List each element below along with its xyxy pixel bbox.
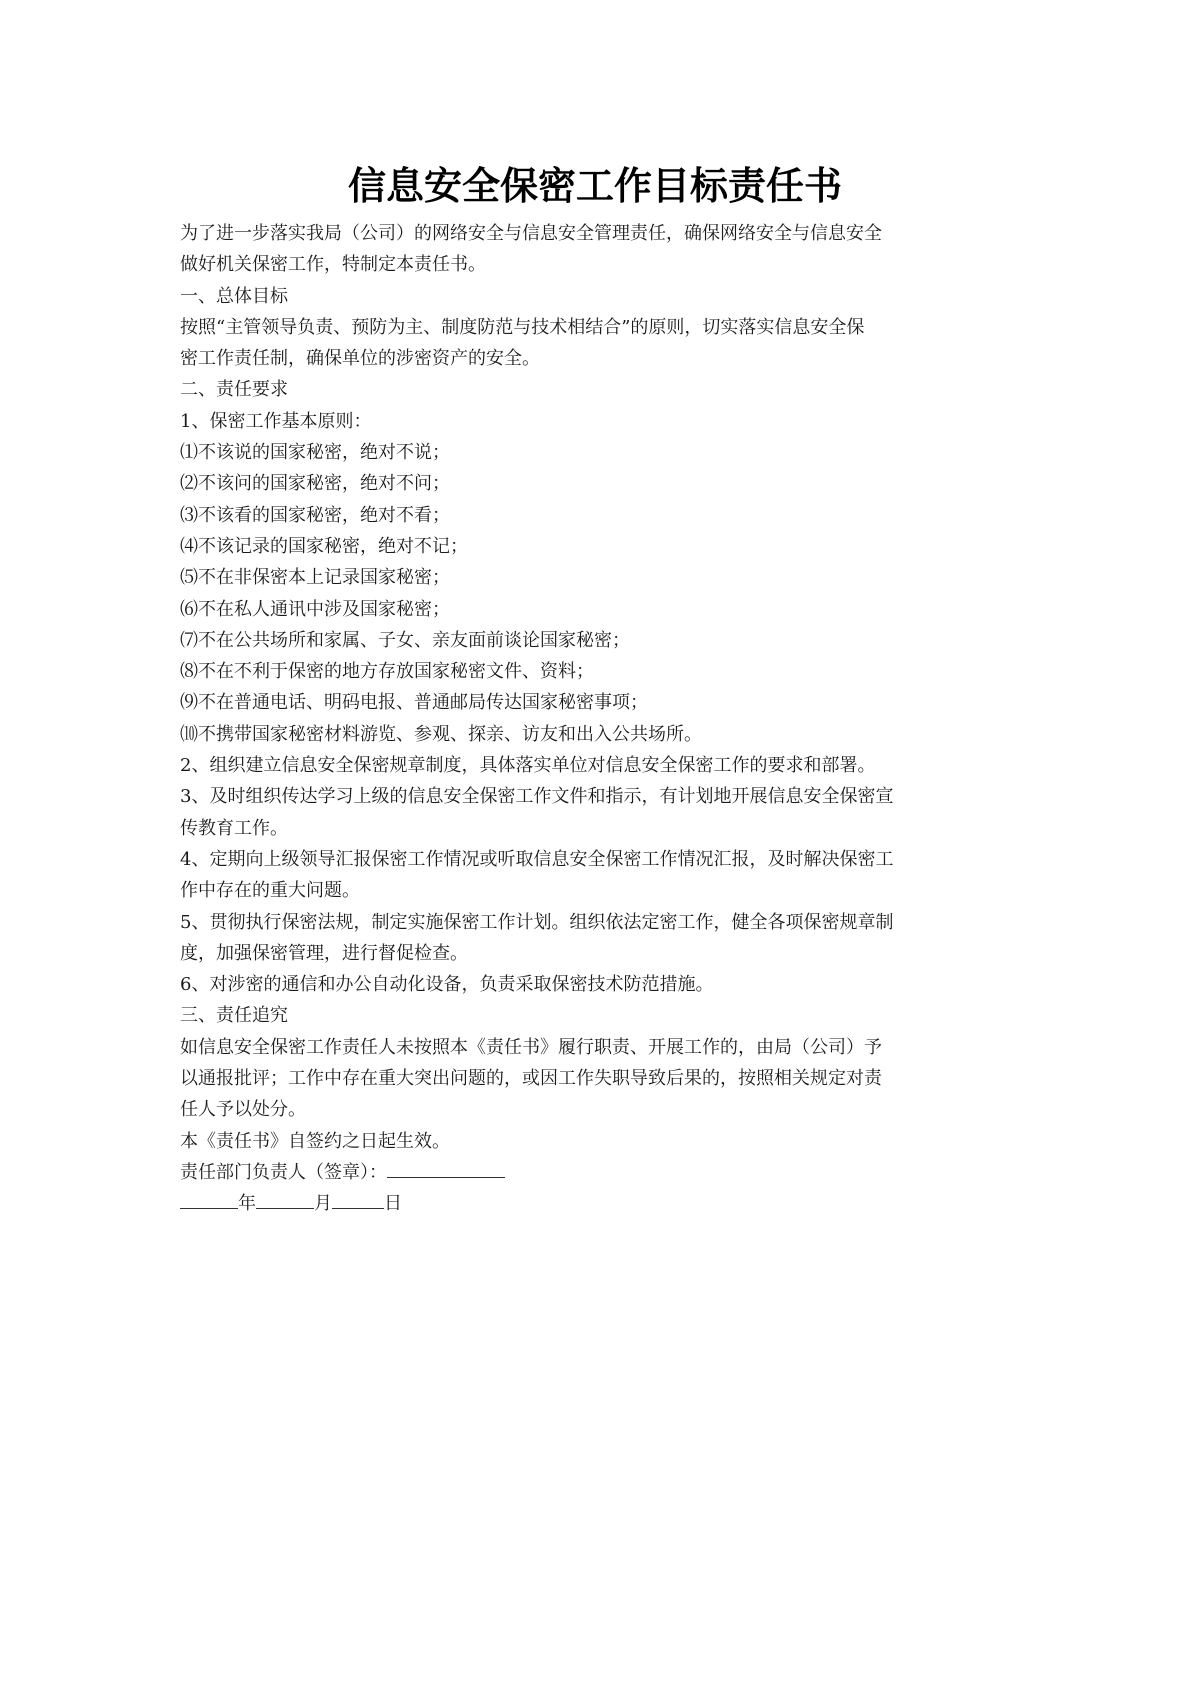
section-heading: 一、总体目标	[180, 285, 288, 307]
list-item: ⑸不在非保密本上记录国家秘密；	[180, 567, 450, 589]
month-label: 月	[314, 1193, 332, 1215]
year-blank[interactable]	[180, 1188, 238, 1209]
date-line	[180, 1188, 1020, 1219]
paragraph-line: 5、贯彻执行保密法规，制定实施保密工作计划。组织依法定密工作，健全各项保密规章制	[180, 911, 894, 933]
section-heading: 二、责任要求	[180, 379, 288, 401]
list-item: ⑵不该问的国家秘密，绝对不问；	[180, 473, 450, 495]
signature-line	[180, 1157, 1020, 1188]
signature-blank[interactable]	[387, 1157, 505, 1178]
day-label: 日	[384, 1193, 402, 1215]
paragraph-line: 如信息安全保密工作责任人未按照本《责任书》履行职责、开展工作的，由局（公司）予	[180, 1036, 882, 1058]
paragraph-line: 做好机关保密工作，特制定本责任书。	[180, 254, 486, 276]
list-item: ⑼不在普通电话、明码电报、普通邮局传达国家秘密事项；	[180, 692, 648, 714]
paragraph-line: 6、对涉密的通信和办公自动化设备，负责采取保密技术防范措施。	[180, 974, 714, 996]
list-item: ⑴不该说的国家秘密，绝对不说；	[180, 442, 450, 464]
signature-label: 责任部门负责人（签章）：	[180, 1161, 387, 1183]
year-label: 年	[238, 1193, 256, 1215]
section-heading: 三、责任追究	[180, 1005, 288, 1027]
paragraph-line: 本《责任书》自签约之日起生效。	[180, 1130, 450, 1152]
list-item: ⑹不在私人通讯中涉及国家秘密；	[180, 598, 450, 620]
paragraph-line: 密工作责任制，确保单位的涉密资产的安全。	[180, 348, 540, 370]
paragraph-line: 以通报批评；工作中存在重大突出问题的，或因工作失职导致后果的，按照相关规定对责	[180, 1068, 882, 1090]
paragraph-line: 4、定期向上级领导汇报保密工作情况或听取信息安全保密工作情况汇报，及时解决保密工	[180, 848, 894, 870]
paragraph-line: 传教育工作。	[180, 817, 288, 839]
list-item: ⑶不该看的国家秘密，绝对不看；	[180, 504, 450, 526]
list-item: ⑻不在不利于保密的地方存放国家秘密文件、资料；	[180, 661, 594, 683]
paragraph-line: 2、组织建立信息安全保密规章制度，具体落实单位对信息安全保密工作的要求和部署。	[180, 755, 876, 777]
paragraph-line: 作中存在的重大问题。	[180, 880, 360, 902]
list-item: ⑷不该记录的国家秘密，绝对不记；	[180, 535, 468, 557]
paragraph-line: 3、及时组织传达学习上级的信息安全保密工作文件和指示，有计划地开展信息安全保密宣	[180, 786, 894, 808]
document-body	[180, 218, 1020, 1220]
paragraph-line: 度，加强保密管理，进行督促检查。	[180, 942, 468, 964]
list-heading: 1、保密工作基本原则：	[180, 410, 372, 432]
list-item: ⑺不在公共场所和家属、子女、亲友面前谈论国家秘密；	[180, 629, 630, 651]
month-blank[interactable]	[256, 1188, 314, 1209]
day-blank[interactable]	[332, 1188, 384, 1209]
paragraph-line: 为了进一步落实我局（公司）的网络安全与信息安全管理责任，确保网络安全与信息安全	[180, 223, 882, 244]
list-item: ⑽不携带国家秘密材料游览、参观、探亲、访友和出入公共场所。	[180, 723, 702, 745]
document-title: 信息安全保密工作目标责任书	[347, 164, 842, 208]
paragraph-line: 任人予以处分。	[180, 1099, 306, 1121]
paragraph-line: 按照“主管领导负责、预防为主、制度防范与技术相结合”的原则，切实落实信息安全保	[180, 316, 865, 338]
